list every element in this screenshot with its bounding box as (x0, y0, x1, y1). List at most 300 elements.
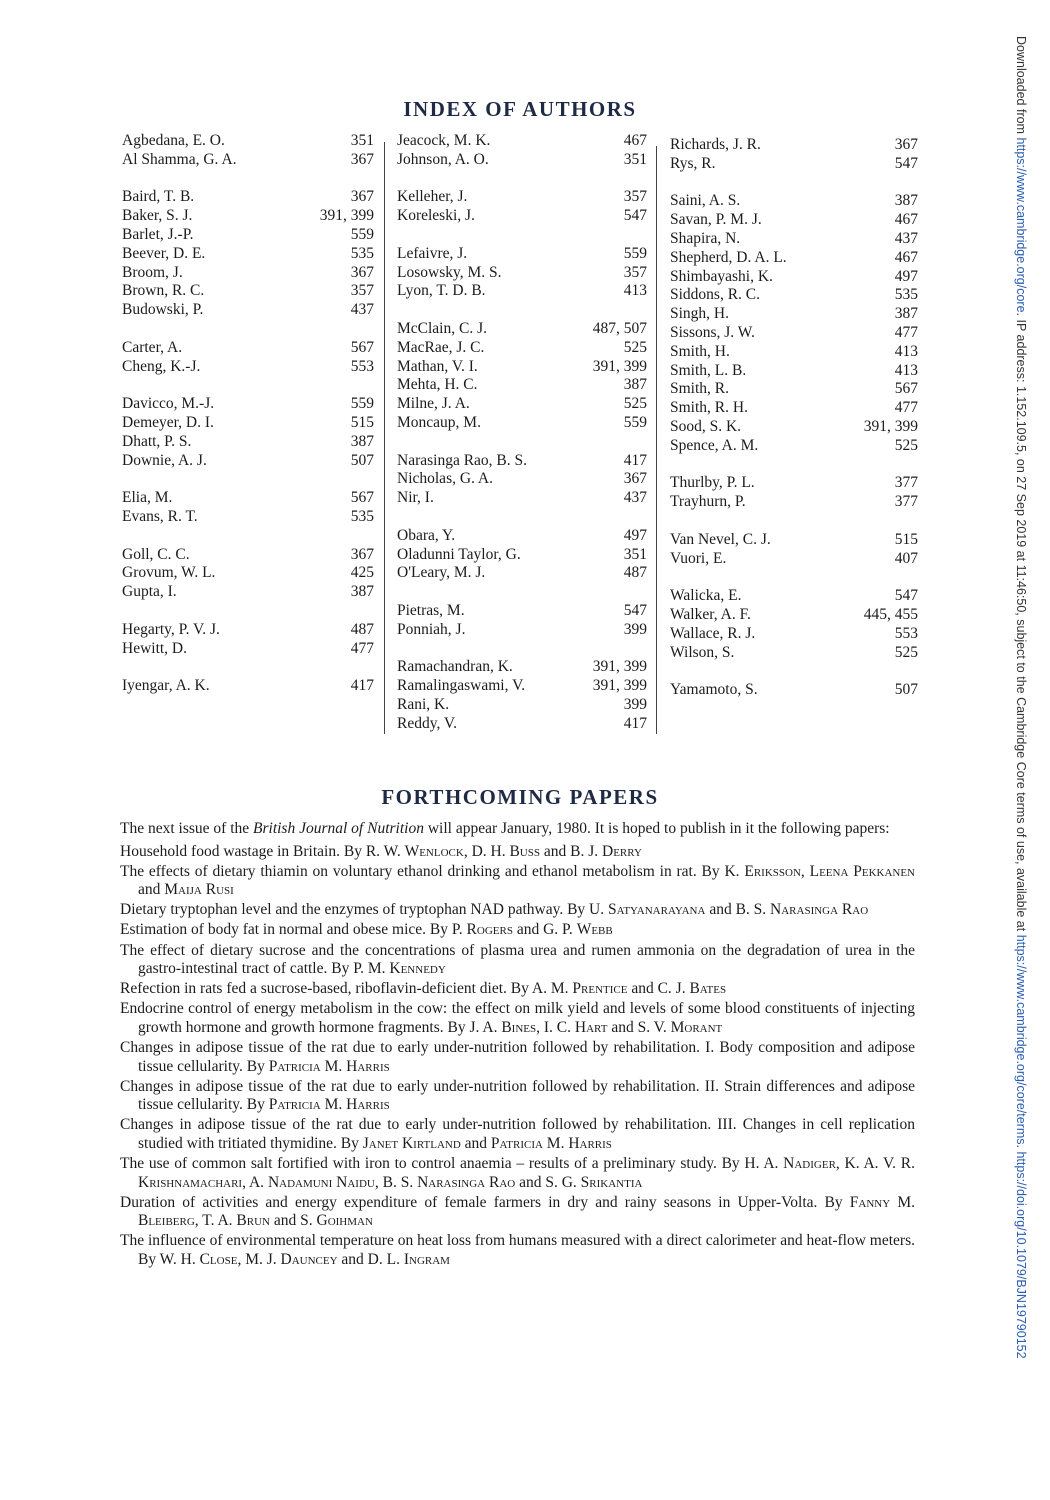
author-entry (670, 625, 918, 644)
entry-gap (122, 527, 374, 546)
author-entry (397, 414, 647, 433)
author-name: Saini, A. S. (670, 192, 741, 210)
entry-gap (122, 470, 374, 489)
author-name: Goll, C. C. (122, 545, 190, 563)
text-segment: , T. A. (194, 1212, 237, 1230)
author-pages: 487, 507 (592, 319, 647, 337)
author-name: Budowski, P. (122, 301, 204, 319)
author-name: Close (199, 1251, 238, 1269)
author-name: Savan, P. M. J. (670, 211, 762, 229)
text-segment: , B. S. (374, 1173, 418, 1191)
paper-item (120, 921, 915, 940)
author-name: Ponniah, J. (397, 620, 466, 638)
paper-item (120, 1116, 915, 1153)
author-name: Gupta, I. (122, 583, 177, 601)
author-pages: 437 (623, 489, 647, 507)
author-entry (670, 550, 918, 569)
author-entry (122, 226, 374, 245)
author-name: Morant (670, 1018, 723, 1036)
author-pages: 437 (894, 229, 918, 247)
author-pages: 525 (623, 338, 647, 356)
author-entry (122, 132, 374, 151)
author-name: Wilson, S. (670, 643, 735, 661)
author-name: Sood, S. K. (670, 417, 742, 435)
author-pages: 525 (623, 395, 647, 413)
author-name: Smith, H. (670, 342, 730, 360)
paper-item (120, 863, 915, 900)
author-pages: 367 (350, 150, 374, 168)
text-segment: The effect of dietary sucrose and the concentrations of plasma urea and rumen ammonia on the degradation of urea in the gastro-intestinal tract of cattle. By P. M. (120, 941, 915, 978)
author-name: O'Leary, M. J. (397, 564, 486, 582)
author-name: Beever, D. E. (122, 244, 206, 262)
author-pages: 387 (894, 305, 918, 323)
text-segment: and D. L. (337, 1251, 404, 1269)
author-entry (670, 362, 918, 381)
author-name: Siddons, R. C. (670, 286, 761, 304)
author-entry (122, 564, 374, 583)
author-name: Lyon, T. D. B. (397, 282, 486, 300)
author-name: Webb (576, 921, 613, 939)
text-segment: will appear January, 1980. It is hoped to publish in it the following papers: (423, 820, 890, 837)
text-segment: The use of common salt fortified with iron to control anaemia – results of a preliminary study. By H. A. (120, 1155, 784, 1173)
author-name: Al Shamma, G. A. (122, 150, 237, 168)
author-name: Srikantia (580, 1173, 643, 1191)
paper-item (120, 843, 915, 862)
author-entry (397, 527, 647, 546)
author-pages: 553 (350, 357, 374, 375)
entry-gap (670, 662, 918, 681)
author-pages: 417 (350, 677, 374, 695)
author-name: Bates (689, 980, 727, 998)
text-segment: and G. P. (512, 921, 577, 939)
author-pages: 525 (894, 643, 918, 661)
author-pages: 367 (623, 470, 647, 488)
text-segment: and S. (270, 1212, 317, 1230)
author-name: Derry (602, 842, 642, 860)
paper-item (120, 1232, 915, 1269)
author-name: Trayhurn, P. (670, 493, 746, 511)
author-entry (122, 414, 374, 433)
author-name: Pietras, M. (397, 601, 465, 619)
author-name: Patricia M. Harris (268, 1057, 390, 1075)
author-entry (670, 268, 918, 287)
author-pages: 417 (623, 714, 647, 732)
author-pages: 377 (894, 493, 918, 511)
entry-gap (122, 658, 374, 677)
author-pages: 567 (894, 380, 918, 398)
author-name: Nadamuni Naidu (267, 1173, 375, 1191)
author-pages: 425 (350, 564, 374, 582)
author-pages: 413 (894, 342, 918, 360)
author-entry (397, 339, 647, 358)
author-name: Dhatt, P. S. (122, 432, 192, 450)
author-entry (397, 151, 647, 170)
author-name: Walker, A. F. (670, 605, 751, 623)
terms-link[interactable]: https://www.cambridge.org/core/terms (1014, 934, 1028, 1145)
author-entry (122, 395, 374, 414)
author-name: Barlet, J.-P. (122, 225, 194, 243)
author-name: Goihman (316, 1212, 373, 1230)
author-pages: 413 (894, 361, 918, 379)
author-pages: 387 (623, 376, 647, 394)
author-pages: 547 (894, 154, 918, 172)
author-pages: 467 (894, 211, 918, 229)
author-pages: 515 (350, 413, 374, 431)
author-name: Milne, J. A. (397, 395, 470, 413)
author-pages: 391, 399 (863, 417, 918, 435)
text-segment: Endocrine control of energy metabolism in the cow: the effect on milk yield and levels of some blood constituents of injecting growth hormone and growth hormone fragments. By J. A. (120, 1000, 915, 1036)
author-entry (122, 151, 374, 170)
author-column-2 (397, 132, 647, 734)
author-name: MacRae, J. C. (397, 338, 485, 356)
author-pages: 399 (623, 620, 647, 638)
doi-link[interactable]: https://doi.org/10.1079/BJN19790152 (1014, 1151, 1028, 1359)
entry-gap (670, 568, 918, 587)
author-name: Bines (501, 1018, 537, 1036)
author-name: Sissons, J. W. (670, 323, 755, 341)
author-name: Ramachandran, K. (397, 658, 513, 676)
author-entry (122, 264, 374, 283)
author-name: Koreleski, J. (397, 207, 475, 225)
author-pages: 391, 399 (319, 207, 374, 225)
entry-gap (122, 170, 374, 189)
author-pages: 367 (350, 188, 374, 206)
author-pages: 445, 455 (863, 605, 918, 623)
author-entry (122, 207, 374, 226)
author-entry (670, 305, 918, 324)
author-entry (397, 658, 647, 677)
author-entry (122, 489, 374, 508)
author-pages: 477 (894, 323, 918, 341)
author-entry (670, 136, 918, 155)
author-entry (397, 621, 647, 640)
author-name: Janet Kirtland (362, 1135, 461, 1152)
author-name: Elia, M. (122, 489, 173, 507)
author-pages: 417 (623, 451, 647, 469)
author-entry (122, 583, 374, 602)
author-name: Kennedy (389, 960, 446, 978)
author-name: Shapira, N. (670, 229, 741, 247)
author-entry (670, 644, 918, 663)
author-entry (122, 508, 374, 527)
author-pages: 399 (623, 695, 647, 713)
author-pages: 477 (894, 399, 918, 417)
author-name: Obara, Y. (397, 526, 456, 544)
author-name: Eriksson (744, 862, 801, 880)
text-segment: and C. J. (627, 980, 690, 998)
author-pages: 567 (350, 489, 374, 507)
author-name: Evans, R. T. (122, 507, 198, 525)
author-pages: 391, 399 (592, 357, 647, 375)
author-entry (670, 324, 918, 343)
author-name: Jeacock, M. K. (397, 132, 491, 149)
author-pages: 507 (894, 681, 918, 699)
author-entry (122, 301, 374, 320)
text-segment: Dietary tryptophan level and the enzymes of tryptophan NAD pathway. By U. (120, 901, 608, 919)
text-segment: and S. V. (607, 1018, 671, 1036)
author-entry (670, 399, 918, 418)
text-segment: , I. C. (536, 1018, 575, 1036)
author-name: Buss (509, 842, 540, 860)
author-name: Narasinga Rao, B. S. (397, 451, 528, 469)
forthcoming-papers-list (120, 820, 915, 1271)
author-pages: 351 (623, 545, 647, 563)
author-column-3 (670, 136, 918, 700)
journal-title: British Journal of Nutrition (253, 820, 424, 837)
author-entry (397, 320, 647, 339)
column-divider (384, 142, 385, 734)
author-name: Brown, R. C. (122, 282, 205, 300)
text-segment: Estimation of body fat in normal and obese mice. By P. (120, 921, 467, 939)
author-entry (397, 546, 647, 565)
entry-gap (397, 583, 647, 602)
entry-gap (670, 512, 918, 531)
entry-gap (122, 602, 374, 621)
author-name: Rogers (466, 921, 513, 939)
text-segment: and B. S. (705, 901, 771, 919)
text-segment: Duration of activities and energy expenditure of female farmers in dry and rainy seasons in Upper-Volta. By (120, 1193, 850, 1211)
author-name: Rani, K. (397, 695, 450, 713)
forthcoming-intro (120, 820, 915, 839)
author-pages: 477 (350, 639, 374, 657)
author-name: Baker, S. J. (122, 207, 193, 225)
author-name: Krishnamachari (138, 1173, 243, 1191)
author-name: Nicholas, G. A. (397, 470, 494, 488)
author-pages: 535 (894, 286, 918, 304)
author-pages: 547 (623, 601, 647, 619)
author-name: Narasinga Rao (770, 901, 869, 919)
author-pages: 497 (623, 526, 647, 544)
author-pages: 559 (350, 395, 374, 413)
author-name: Smith, R. (670, 380, 730, 398)
author-name: Johnson, A. O. (397, 150, 489, 168)
text-segment: Changes in adipose tissue of the rat due to early under-nutrition followed by rehabilitation. II. Strain differences and adipose tissue cellularity. By (120, 1077, 915, 1114)
author-entry (670, 343, 918, 362)
author-name: Wallace, R. J. (670, 624, 756, 642)
author-name: Reddy, V. (397, 714, 458, 732)
author-name: Smith, R. H. (670, 399, 748, 417)
author-name: Nir, I. (397, 489, 434, 507)
author-name: Cheng, K.-J. (122, 357, 201, 375)
text-segment: The effects of dietary thiamin on voluntary ethanol drinking and ethanol metabolism in rat. By K. (120, 862, 745, 880)
author-name: Moncaup, M. (397, 413, 481, 431)
entry-gap (122, 376, 374, 395)
author-entry (397, 132, 647, 151)
author-name: Richards, J. R. (670, 136, 761, 153)
author-entry (397, 264, 647, 283)
paper-item (120, 901, 915, 920)
author-name: Van Nevel, C. J. (670, 530, 771, 548)
author-entry (122, 452, 374, 471)
author-entry (670, 474, 918, 493)
download-notice-text: . (1014, 1144, 1028, 1148)
author-entry (397, 715, 647, 734)
author-pages: 367 (894, 136, 918, 153)
author-entry (397, 677, 647, 696)
author-name: Davicco, M.-J. (122, 395, 215, 413)
entry-gap (397, 170, 647, 189)
author-pages: 559 (350, 225, 374, 243)
author-pages: 487 (350, 620, 374, 638)
author-entry (122, 433, 374, 452)
author-pages: 467 (894, 248, 918, 266)
author-entry (397, 564, 647, 583)
text-segment: , A. (242, 1173, 268, 1191)
author-pages: 351 (623, 150, 647, 168)
author-name: Dauncey (280, 1251, 338, 1269)
author-pages: 547 (623, 207, 647, 225)
author-entry (670, 380, 918, 399)
author-name: Narasinga Rao (417, 1173, 516, 1191)
text-segment: , K. A. V. R. (835, 1155, 915, 1173)
text-segment: The influence of environmental temperature on heat loss from humans measured with a direct calorimeter and heat-flow meters. By W. H. (120, 1232, 915, 1269)
entry-gap (397, 640, 647, 659)
paper-item (120, 1078, 915, 1115)
author-name: Oladunni Taylor, G. (397, 545, 521, 563)
author-name: Kelleher, J. (397, 188, 468, 206)
text-segment: and (138, 881, 165, 899)
text-segment: The next issue of the (120, 820, 254, 837)
author-pages: 467 (623, 132, 647, 149)
download-notice (1014, 36, 1028, 1359)
author-pages: 387 (894, 192, 918, 210)
author-entry (670, 192, 918, 211)
author-pages: 507 (350, 451, 374, 469)
author-entry (397, 696, 647, 715)
author-name: Spence, A. M. (670, 436, 759, 454)
index-of-authors-title: INDEX OF AUTHORS (403, 97, 637, 121)
author-name: Walicka, E. (670, 587, 742, 605)
author-entry (397, 282, 647, 301)
author-name: Shepherd, D. A. L. (670, 248, 787, 266)
author-pages: 567 (350, 338, 374, 356)
author-name: Grovum, W. L. (122, 564, 216, 582)
text-segment: and (460, 1135, 491, 1152)
author-entry (122, 339, 374, 358)
paper-item (120, 1000, 915, 1037)
author-name: Mathan, V. I. (397, 357, 478, 375)
author-entry (122, 358, 374, 377)
paper-item (120, 1155, 915, 1192)
author-name: Nadiger (783, 1155, 836, 1173)
text-segment: , (800, 862, 810, 880)
author-pages: 535 (350, 507, 374, 525)
author-name: Prentice (572, 980, 628, 998)
text-segment: Refection in rats fed a sucrose-based, riboflavin-deficient diet. By A. M. (120, 980, 573, 998)
author-name: Brun (236, 1212, 270, 1230)
author-entry (397, 489, 647, 508)
author-entry (670, 211, 918, 230)
author-entry (397, 207, 647, 226)
author-pages: 559 (623, 244, 647, 262)
text-segment: , D. H. (463, 842, 510, 860)
author-pages: 357 (350, 282, 374, 300)
author-entry (397, 452, 647, 471)
author-entry (670, 230, 918, 249)
author-name: Ramalingaswami, V. (397, 677, 526, 695)
author-name: Shimbayashi, K. (670, 267, 773, 285)
author-entry (397, 245, 647, 264)
author-name: Patricia M. Harris (268, 1096, 390, 1114)
paper-item (120, 1194, 915, 1231)
download-notice-text: . IP address: 1.152.109.5, on 27 Sep 2019 at 11:46:50, subject to the Cambridge Core terms of use, available at (1014, 312, 1028, 932)
author-name: Fanny M. Bleiberg (138, 1193, 915, 1230)
author-name: Demeyer, D. I. (122, 413, 214, 431)
text-segment: Changes in adipose tissue of the rat due to early under-nutrition followed by rehabilitation. III. Changes in cell replication studied with tritiated thymidine. By (120, 1116, 915, 1152)
entry-gap (670, 174, 918, 193)
author-column-1 (122, 132, 374, 696)
author-entry (670, 493, 918, 512)
author-entry (122, 621, 374, 640)
author-pages: 377 (894, 474, 918, 492)
author-name: Mehta, H. C. (397, 376, 478, 394)
author-entry (670, 418, 918, 437)
author-name: Losowsky, M. S. (397, 263, 502, 281)
author-entry (670, 606, 918, 625)
author-name: Maija Rusi (164, 881, 234, 899)
entry-gap (670, 456, 918, 475)
author-name: Baird, T. B. (122, 188, 195, 206)
author-pages: 367 (350, 263, 374, 281)
author-pages: 437 (350, 301, 374, 319)
forthcoming-papers-title: FORTHCOMING PAPERS (381, 785, 659, 809)
author-name: Agbedana, E. O. (122, 132, 225, 149)
text-segment: , M. J. (237, 1251, 281, 1269)
author-entry (670, 249, 918, 268)
entry-gap (397, 433, 647, 452)
text-segment: and B. J. (540, 842, 602, 860)
author-name: Hegarty, P. V. J. (122, 620, 220, 638)
author-pages: 357 (623, 188, 647, 206)
author-name: Yamamoto, S. (670, 681, 758, 699)
entry-gap (397, 226, 647, 245)
cambridge-core-link[interactable]: https://www.cambridge.org/core (1014, 137, 1028, 313)
author-name: Patricia M. Harris (490, 1135, 612, 1152)
author-entry (397, 470, 647, 489)
author-entry (670, 286, 918, 305)
author-name: Downie, A. J. (122, 451, 207, 469)
text-segment: Household food wastage in Britain. By R. W. (120, 842, 405, 860)
papers-list (120, 843, 915, 1270)
author-entry (122, 677, 374, 696)
paper-item (120, 980, 915, 999)
author-entry (670, 155, 918, 174)
author-entry (122, 640, 374, 659)
author-pages: 391, 399 (592, 677, 647, 695)
author-entry (122, 282, 374, 301)
entry-gap (122, 320, 374, 339)
author-pages: 387 (350, 432, 374, 450)
text-segment: Changes in adipose tissue of the rat due to early under-nutrition followed by rehabilitation. I. Body composition and adipose tissue cellularity. By (120, 1039, 915, 1075)
author-entry (670, 681, 918, 700)
author-name: Rys, R. (670, 154, 716, 172)
author-name: Broom, J. (122, 263, 183, 281)
author-pages: 559 (623, 413, 647, 431)
author-pages: 547 (894, 587, 918, 605)
author-pages: 387 (350, 583, 374, 601)
download-notice-text: Downloaded from (1014, 36, 1028, 134)
author-pages: 515 (894, 530, 918, 548)
author-pages: 351 (350, 132, 374, 149)
author-entry (397, 358, 647, 377)
author-entry (670, 437, 918, 456)
author-name: McClain, C. J. (397, 319, 487, 337)
author-name: Iyengar, A. K. (122, 677, 210, 695)
author-entry (122, 188, 374, 207)
author-pages: 413 (623, 282, 647, 300)
author-entry (397, 376, 647, 395)
entry-gap (397, 301, 647, 320)
